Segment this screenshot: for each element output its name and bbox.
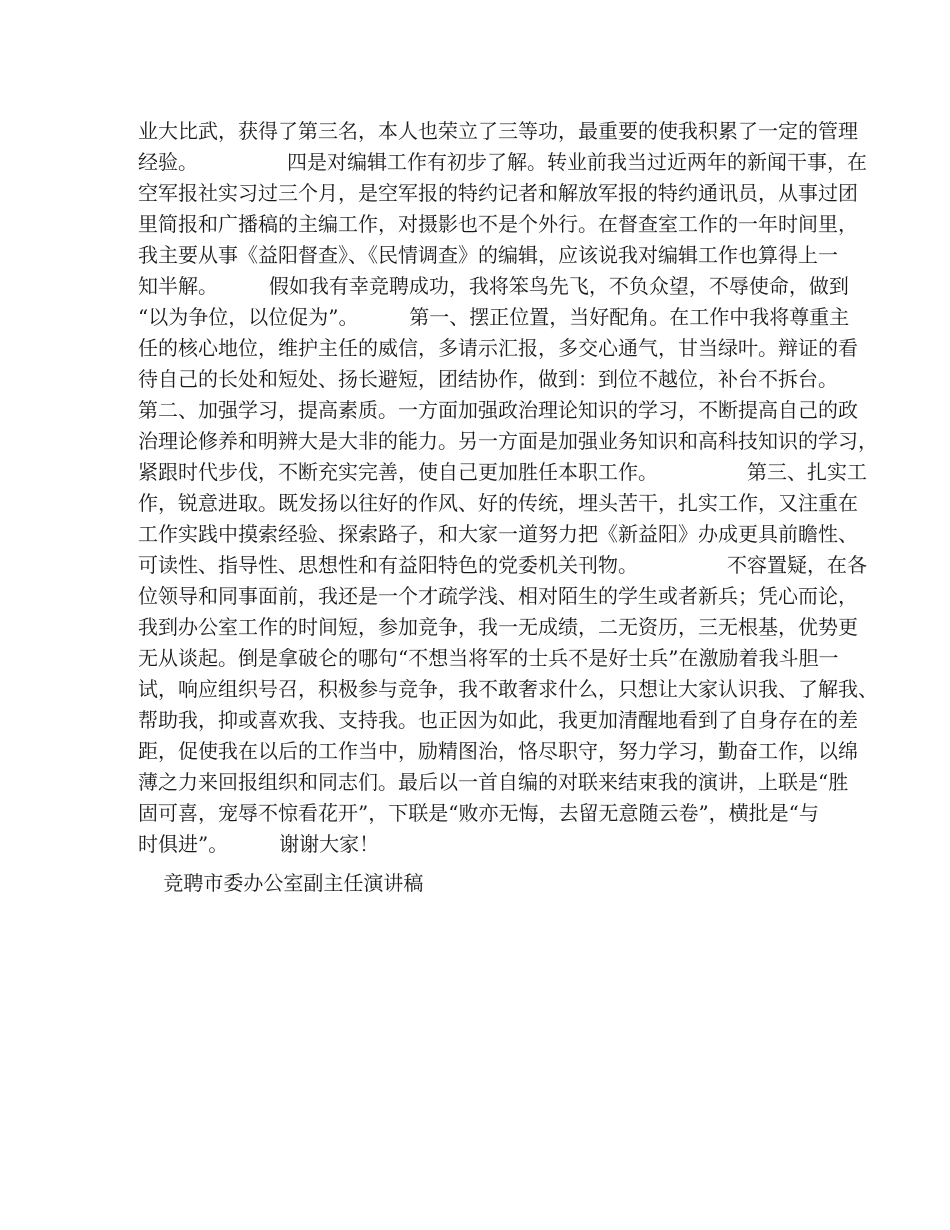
text-line: 作，锐意进取。既发扬以往好的作风、好的传统，埋头苦干，扎实工作，又注重在 — [138, 491, 858, 515]
text-line: 位领导和同事面前，我还是一个才疏学浅、相对陌生的学生或者新兵；凭心而论， — [138, 584, 858, 608]
text-line: 经验。 四是对编辑工作有初步了解。转业前我当过近两年的新闻干事，在 — [138, 150, 868, 174]
text-line: 工作实践中摸索经验、探索路子，和大家一道努力把《新益阳》办成更具前瞻性、 — [138, 522, 858, 546]
text-line: 里简报和广播稿的主编工作，对摄影也不是个外行。在督查室工作的一年时间里， — [138, 212, 858, 236]
text-line: 业大比武，获得了第三名，本人也荣立了三等功，最重要的使我积累了一定的管理 — [138, 119, 858, 143]
speech-title-footer: 竞聘市委办公室副主任演讲稿 — [138, 871, 424, 895]
text-line: 紧跟时代步伐，不断充实完善，使自己更加胜任本职工作。 第三、扎实工 — [138, 460, 868, 484]
text-line: 固可喜，宠辱不惊看花开”，下联是“败亦无悔，去留无意随云卷”，横批是“与 — [138, 801, 819, 825]
text-line: 距，促使我在以后的工作当中，励精图治，恪尽职守，努力学习，勤奋工作，以绵 — [138, 739, 858, 763]
text-line: 可读性、指导性、思想性和有益阳特色的党委机关刊物。 不容置疑，在各 — [138, 553, 868, 577]
text-line: 我到办公室工作的时间短，参加竞争，我一无成绩，二无资历，三无根基，优势更 — [138, 615, 858, 639]
text-line: 试，响应组织号召，积极参与竞争，我不敢奢求什么，只想让大家认识我、了解我、 — [138, 677, 878, 701]
text-line: 待自己的长处和短处、扬长避短，团结协作，做到：到位不越位，补台不拆台。 — [138, 367, 838, 391]
text-line: 治理论修养和明辨大是大非的能力。另一方面是加强业务知识和高科技知识的学习， — [138, 429, 878, 453]
text-line: 帮助我，抑或喜欢我、支持我。也正因为如此，我更加清醒地看到了自身存在的差 — [138, 708, 858, 732]
text-line: 无从谈起。倒是拿破仑的哪句“不想当将军的士兵不是好士兵”在激励着我斗胆一 — [138, 646, 839, 670]
text-line: 薄之力来回报组织和同志们。最后以一首自编的对联来结束我的演讲，上联是“胜 — [138, 770, 849, 794]
text-line: 我主要从事《益阳督查》、《民情调查》的编辑，应该说我对编辑工作也算得上一 — [138, 243, 838, 267]
text-line: 时俱进”。 谢谢大家！ — [138, 832, 380, 856]
text-line: 知半解。 假如我有幸竞聘成功，我将笨鸟先飞，不负众望，不辱使命，做到 — [138, 274, 849, 298]
speech-body — [138, 116, 878, 899]
text-line: “以为争位，以位促为”。 第一、摆正位置，当好配角。在工作中我将尊重主 — [138, 305, 850, 329]
text-line: 空军报社实习过三个月，是空军报的特约记者和解放军报的特约通讯员，从事过团 — [138, 181, 858, 205]
text-line: 第二、加强学习，提高素质。一方面加强政治理论知识的学习，不断提高自己的政 — [138, 398, 858, 422]
text-line: 任的核心地位，维护主任的威信，多请示汇报，多交心通气，甘当绿叶。辩证的看 — [138, 336, 858, 360]
